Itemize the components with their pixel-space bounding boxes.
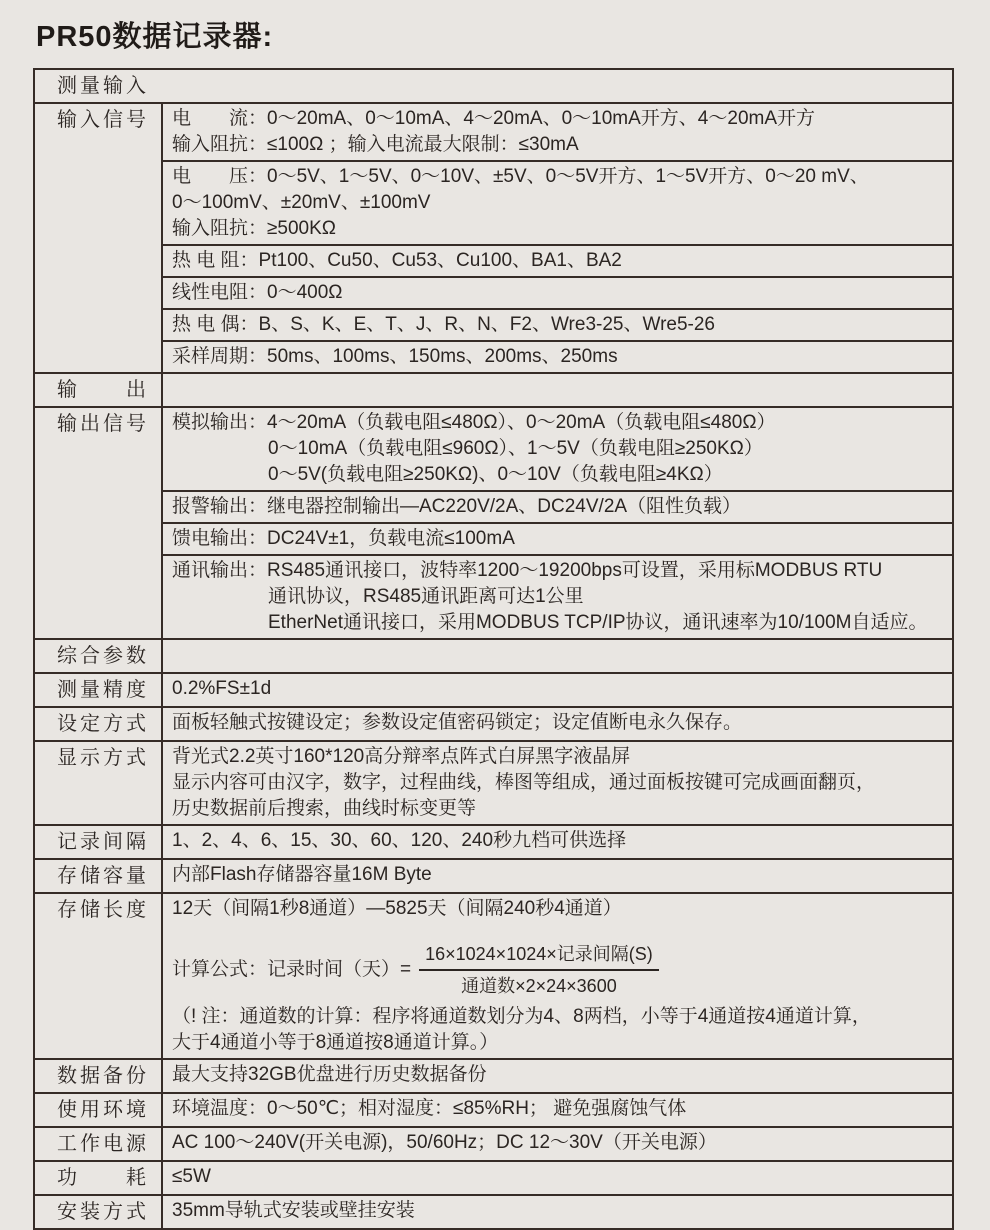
cell-analog-output — [163, 408, 952, 490]
row-label: 显示方式 — [35, 742, 163, 824]
row-setting — [35, 706, 952, 740]
row-label: 存储长度 — [35, 894, 163, 1058]
row-value — [163, 708, 952, 740]
spec-table — [33, 68, 954, 1230]
spec-line: 电 压：0～5V、1～5V、0～10V、±5V、0～5V开方、1～5V开方、0～20 mV、 — [172, 166, 869, 187]
spec-line: EtherNet通讯接口，采用MODBUS TCP/IP协议，通讯速率为10/100M自适应。 — [268, 612, 928, 633]
input-signal-cells — [163, 104, 952, 372]
row-consumption — [35, 1160, 952, 1194]
cell-sample-period — [163, 340, 952, 372]
spec-line: 采样周期：50ms、100ms、150ms、200ms、250ms — [172, 346, 618, 367]
cell-alarm-output — [163, 490, 952, 522]
row-accuracy — [35, 672, 952, 706]
spec-line: 1、2、4、6、15、30、60、120、240秒九档可供选择 — [172, 830, 627, 851]
spec-line: 大于4通道小等于8通道按8通道计算。） — [172, 1032, 499, 1053]
cell-comm-output — [163, 554, 952, 638]
empty-cell — [163, 374, 952, 406]
row-value — [163, 826, 952, 858]
row-display — [35, 740, 952, 824]
row-value — [163, 1094, 952, 1126]
row-label: 输入信号 — [35, 104, 163, 372]
section-label: 输 出 — [35, 374, 163, 406]
spec-line: 0～10mA（负载电阻≤960Ω）、1～5V（负载电阻≥250KΩ） — [268, 438, 763, 459]
row-value — [163, 674, 952, 706]
output-signal-cells — [163, 408, 952, 638]
row-value — [163, 1162, 952, 1194]
spec-line: 输入阻抗：≥500KΩ — [172, 218, 337, 239]
row-storage-capacity — [35, 858, 952, 892]
spec-line: 报警输出：继电器控制输出—AC220V/2A、DC24V/2A（阻性负载） — [172, 496, 742, 517]
spec-line: 热 电 偶：B、S、K、E、T、J、R、N、F2、Wre3-25、Wre5-26 — [172, 314, 715, 335]
formula-prefix: 计算公式：记录时间（天）= — [172, 959, 412, 980]
spec-line: 12天（间隔1秒8通道）—5825天（间隔240秒4通道） — [172, 898, 622, 919]
row-label: 测量精度 — [35, 674, 163, 706]
cell-thermocouple — [163, 308, 952, 340]
row-record-interval — [35, 824, 952, 858]
spacer — [172, 922, 946, 942]
spec-line: 模拟输出：4～20mA（负载电阻≤480Ω）、0～20mA（负载电阻≤480Ω） — [172, 412, 776, 433]
spec-line: 内部Flash存储器容量16M Byte — [172, 864, 432, 885]
row-environment — [35, 1092, 952, 1126]
row-storage-length — [35, 892, 952, 1058]
cell-linear-resistance — [163, 276, 952, 308]
spec-line: （! 注：通道数的计算：程序将通道数划分为4、8两档，小等于4通道按4通道计算， — [172, 1006, 871, 1027]
spec-line: 面板轻触式按键设定；参数设定值密码锁定；设定值断电永久保存。 — [172, 712, 743, 733]
row-label: 使用环境 — [35, 1094, 163, 1126]
spec-line: 历史数据前后搜索，曲线时标变更等 — [172, 798, 477, 819]
row-input-signal — [35, 102, 952, 372]
row-label: 数据备份 — [35, 1060, 163, 1092]
spec-line: 馈电输出：DC24V±1，负载电流≤100mA — [172, 528, 515, 549]
spec-line: 0～100mV、±20mV、±100mV — [172, 192, 431, 213]
spec-line: 热 电 阻：Pt100、Cu50、Cu53、Cu100、BA1、BA2 — [172, 250, 622, 271]
spec-line: 背光式2.2英寸160*120高分辩率点阵式白屏黑字液晶屏 — [172, 746, 631, 767]
spec-line: 35mm导轨式安装或壁挂安装 — [172, 1200, 415, 1221]
row-value — [163, 1196, 952, 1228]
row-value — [163, 860, 952, 892]
row-label: 设定方式 — [35, 708, 163, 740]
row-general-header — [35, 638, 952, 672]
row-backup — [35, 1058, 952, 1092]
row-power-supply — [35, 1126, 952, 1160]
spec-line: 输入阻抗：≤100Ω ；输入电流最大限制：≤30mA — [172, 134, 579, 155]
cell-feed-output — [163, 522, 952, 554]
row-label: 安装方式 — [35, 1196, 163, 1228]
row-label: 输出信号 — [35, 408, 163, 638]
row-value — [163, 1060, 952, 1092]
section-label: 综合参数 — [35, 640, 163, 672]
row-label: 存储容量 — [35, 860, 163, 892]
row-measure-input — [35, 70, 952, 102]
empty-cell — [163, 640, 952, 672]
page-title: PR50数据记录器: — [36, 21, 274, 53]
spec-line: 通讯协议，RS485通讯距离可达1公里 — [268, 586, 584, 607]
spec-line: 最大支持32GB优盘进行历史数据备份 — [172, 1064, 487, 1085]
cell-rtd — [163, 244, 952, 276]
spec-line: 0.2%FS±1d — [172, 678, 272, 699]
formula-fraction — [419, 942, 659, 998]
formula-denominator: 通道数×2×24×3600 — [461, 976, 617, 996]
formula-numerator: 16×1024×1024×记录间隔(S) — [419, 942, 659, 971]
row-value — [163, 894, 952, 1058]
spec-line: 通讯输出：RS485通讯接口，波特率1200～19200bps可设置，采用标MODBUS RTU — [172, 560, 883, 581]
spec-line: AC 100～240V(开关电源)，50/60Hz；DC 12～30V（开关电源） — [172, 1132, 717, 1153]
spec-line: 电 流：0～20mA、0～10mA、4～20mA、0～10mA开方、4～20mA开方 — [172, 108, 816, 129]
row-label: 功 耗 — [35, 1162, 163, 1194]
spec-line: 0～5V(负载电阻≥250KΩ)、0～10V（负载电阻≥4KΩ） — [268, 464, 723, 485]
cell-current — [163, 104, 952, 160]
spec-line: 环境温度：0～50℃；相对湿度：≤85%RH； 避免强腐蚀气体 — [172, 1098, 687, 1119]
row-label: 记录间隔 — [35, 826, 163, 858]
row-output-header — [35, 372, 952, 406]
row-label: 工作电源 — [35, 1128, 163, 1160]
record-time-formula — [172, 942, 946, 998]
section-label: 测量输入 — [57, 75, 149, 97]
spec-line: 显示内容可由汉字，数字，过程曲线，棒图等组成，通过面板按键可完成画面翻页， — [172, 772, 876, 793]
spec-line: ≤5W — [172, 1166, 211, 1187]
row-value — [163, 742, 952, 824]
cell-voltage — [163, 160, 952, 244]
row-output-signal — [35, 406, 952, 638]
spec-line: 线性电阻：0～400Ω — [172, 282, 343, 303]
row-mounting — [35, 1194, 952, 1228]
row-value — [163, 1128, 952, 1160]
